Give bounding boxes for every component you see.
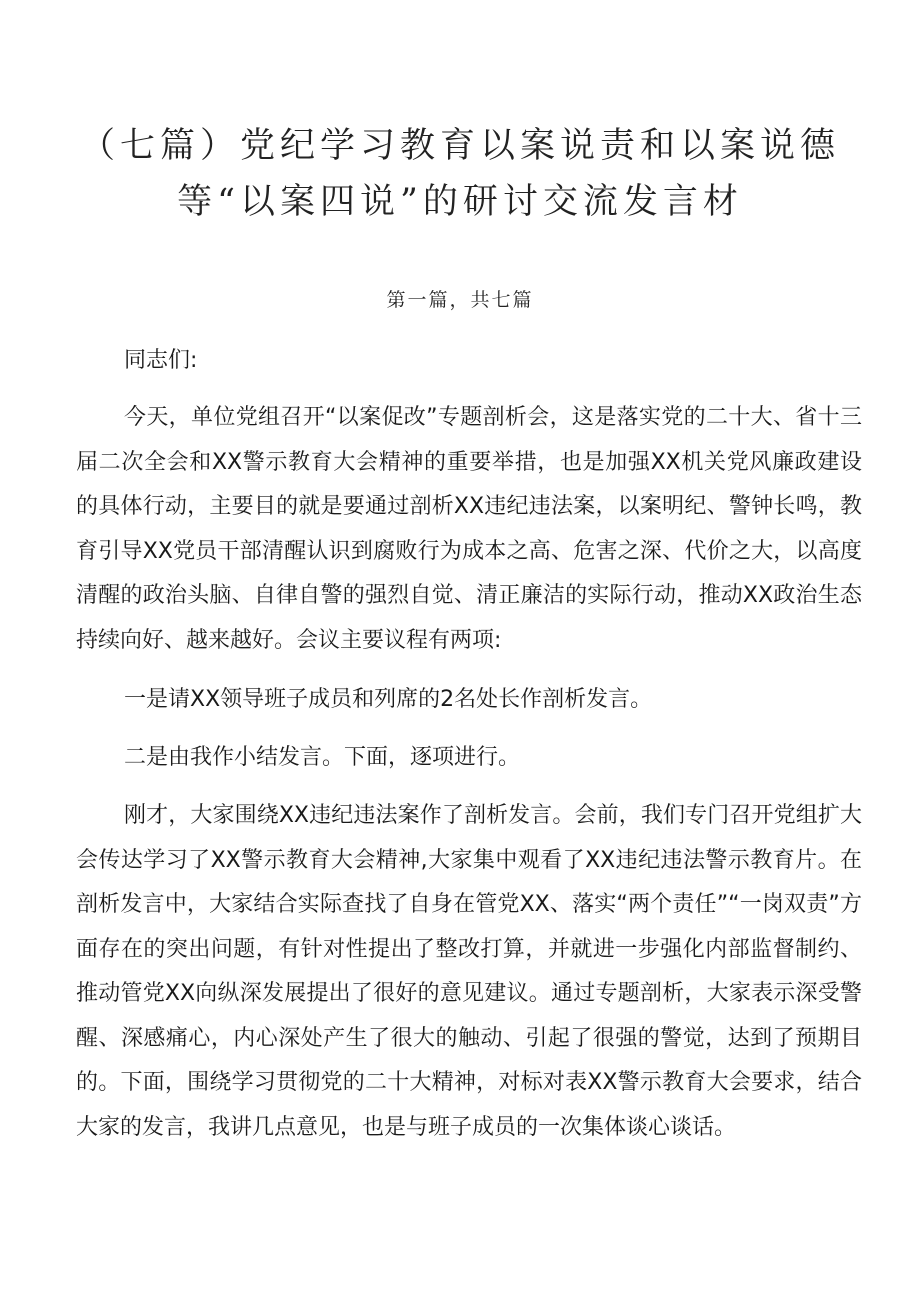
document-title: （七篇）党纪学习教育以案说责和以案说德等“以案四说”的研讨交流发言材 xyxy=(79,126,840,222)
paragraph-intro: 今天，单位党组召开“以案促改”专题剖析会，这是落实党的二十大、省十三届二次全会和XX警示教育大会精神的重要举措，也是加强XX机关党风廉政建设的具体行动，主要目的就是要通过剖析XX违纪违法案，以案明纪、警钟长鸣，教育引导XX党员干部清醒认识到腐败行为成本之高、危害之深、代价之大，以高度清醒的政治头脑、自律自警的强烈自觉、清正廉洁的实际行动，推动XX政治生态持续向好、越来越好。会议主要议程有两项: xyxy=(76,405,862,653)
greeting-line: 同志们: xyxy=(124,348,198,373)
section-heading: 第一篇，共七篇 xyxy=(386,289,534,311)
paragraph-agenda-item-two: 二是由我作小结发言。下面，逐项进行。 xyxy=(124,745,521,770)
paragraph-summary: 刚才，大家围绕XX违纪违法案作了剖析发言。会前，我们专门召开党组扩大会传达学习了XX警示教育大会精神,大家集中观看了XX违纪违法警示教育片。在剖析发言中，大家结合实际查找了自身在管党XX、落实“两个责任”“一岗双责”方面存在的突出问题，有针对性提出了整改打算，并就进一步强化内部监督制约、推动管党XX向纵深发展提出了很好的意见建议。通过专题剖析，大家表示深受警醒、深感痛心，内心深处产生了很大的触动、引起了很强的警觉，达到了预期目的。下面，围绕学习贯彻党的二十大精神，对标对表XX警示教育大会要求，结合大家的发言，我讲几点意见，也是与班子成员的一次集体谈心谈话。 xyxy=(76,803,862,1140)
paragraph-agenda-item-one: 一是请XX领导班子成员和列席的2名处长作剖析发言。 xyxy=(124,687,653,712)
